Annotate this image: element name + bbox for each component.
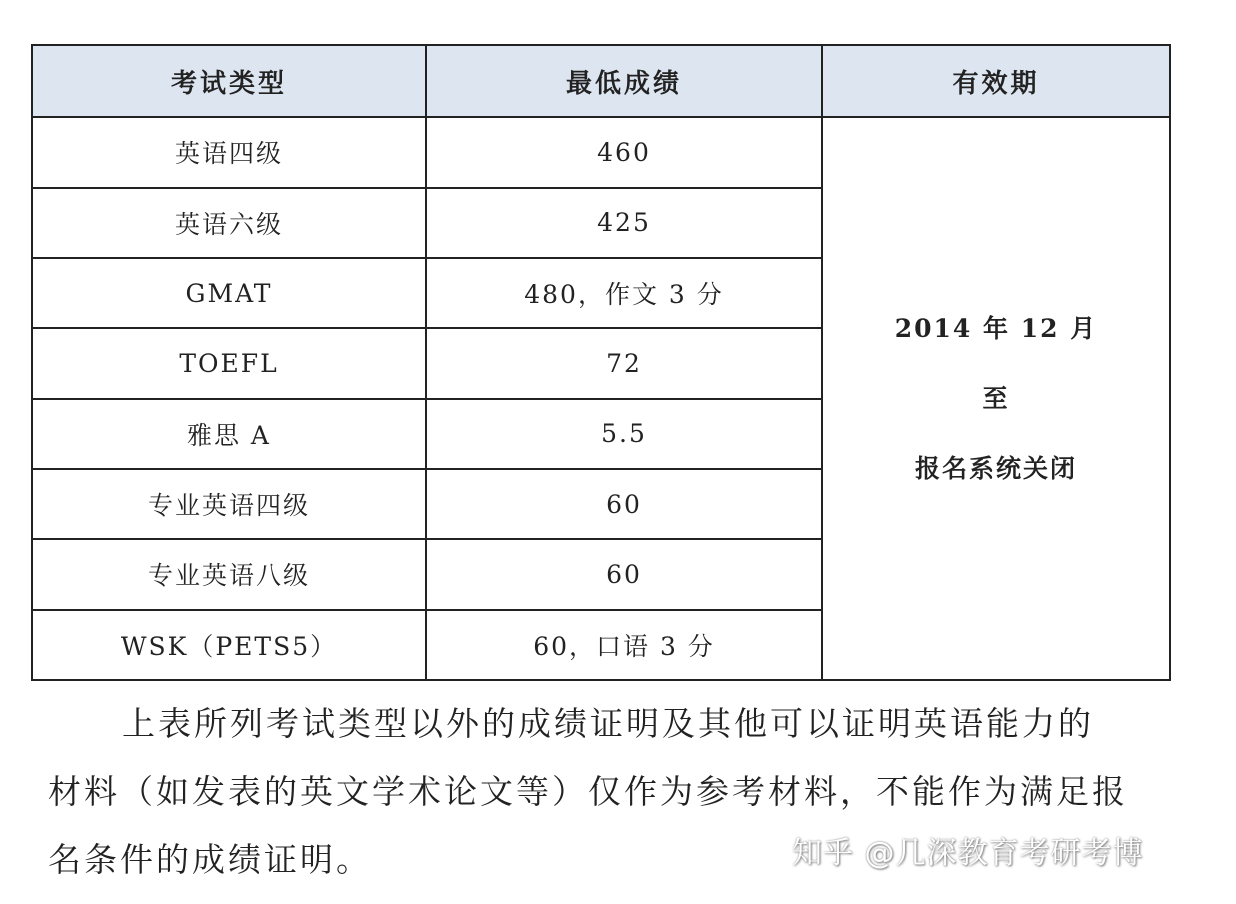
validity-cell: [822, 117, 1170, 680]
exam-type-cell: 英语四级: [32, 117, 426, 187]
min-score-cell: 425: [426, 188, 822, 258]
exam-type-cell: WSK（PETS5）: [32, 610, 426, 680]
min-score-cell: 72: [426, 328, 822, 398]
validity-start: 2014 年 12 月: [894, 313, 1098, 343]
validity-to: 至: [982, 383, 1010, 413]
min-score-cell: 60: [426, 539, 822, 609]
exam-type-cell: TOEFL: [32, 328, 426, 398]
header-min-score: 最低成绩: [426, 45, 822, 117]
exam-type-cell: 专业英语四级: [32, 469, 426, 539]
min-score-cell: 60，口语 3 分: [426, 610, 822, 680]
note-line: 名条件的成绩证明。: [48, 840, 372, 879]
min-score-cell: 60: [426, 469, 822, 539]
exam-type-cell: 雅思 A: [32, 399, 426, 469]
zhihu-watermark: 知乎 @几深教育考研考博: [792, 836, 1144, 871]
validity-end: 报名系统关闭: [914, 453, 1077, 483]
table-row: [32, 117, 1170, 187]
note-line: 材料（如发表的英文学术论文等）仅作为参考材料，不能作为满足报: [48, 772, 1128, 811]
header-validity: 有效期: [822, 45, 1170, 117]
table-header-row: [32, 45, 1170, 117]
min-score-cell: 5.5: [426, 399, 822, 469]
exam-type-cell: GMAT: [32, 258, 426, 328]
min-score-cell: 460: [426, 117, 822, 187]
score-requirements-table: [31, 44, 1171, 681]
exam-type-cell: 专业英语八级: [32, 539, 426, 609]
header-exam-type: 考试类型: [32, 45, 426, 117]
min-score-cell: 480，作文 3 分: [426, 258, 822, 328]
note-line: 上表所列考试类型以外的成绩证明及其他可以证明英语能力的: [122, 704, 1094, 743]
exam-type-cell: 英语六级: [32, 188, 426, 258]
